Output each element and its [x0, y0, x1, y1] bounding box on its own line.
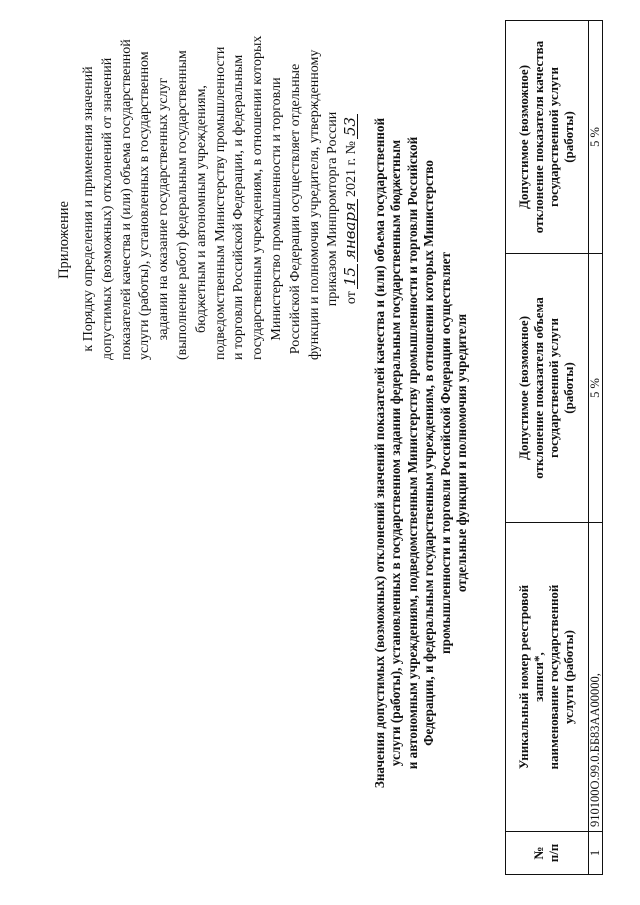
heading-line: промышленности и торговли Российской Федерации осуществляет [437, 252, 453, 654]
heading-line: отдельные функции и полномочия учредителя [454, 313, 470, 593]
cell-num: 1 [589, 832, 603, 875]
annex-line: Министерство промышленности и торговли [268, 77, 284, 341]
document-heading [372, 23, 470, 883]
heading-line: Значения допустимых (возможных) отклонений значений показателей качества и (или) объема государственной [372, 117, 387, 789]
handwritten-day: 15 [343, 264, 358, 289]
annex-line: к Порядку определения и применения значений [81, 66, 96, 352]
annex-line: показателей качества и (или) объема государственной [118, 39, 134, 360]
header-registry-id: Уникальный номер реестровой записи*, наименование государственной услуги (работы) [506, 523, 589, 832]
cell-volume-deviation: 5 % [589, 254, 603, 523]
handwritten-order-number: 53 [343, 114, 358, 139]
annex-line: допустимых (возможных) отклонений от значений [99, 57, 115, 360]
header-volume-deviation: Допустимое (возможное) отклонение показателя объема государственной услуги (работы) [506, 254, 589, 523]
table-header-row [506, 21, 589, 875]
order-prefix: от [344, 291, 360, 305]
annex-line: и торговли Российской Федерации, и федеральным [231, 54, 247, 360]
annex-line: подведомственным Министерству промышленности [212, 46, 228, 360]
annex-line: приказом Минпромторга России [325, 111, 341, 307]
header-quality-deviation: Допустимое (возможное) отклонение показателя качества государственной услуги (работы) [506, 21, 589, 254]
heading-line: Федерации, и федеральным государственным учреждениям, в отношении которых Министерство [421, 160, 437, 746]
order-date-line [343, 58, 362, 360]
annex-line: услуги (работы), установленных в государственном [137, 51, 153, 360]
heading-line: и автономным учреждениям, подведомственным Министерству промышленности и торговли Российской [404, 136, 420, 770]
annex-line: задании на оказание государственных услуг [156, 77, 172, 341]
table-row [589, 21, 603, 875]
annex-line: (выполнение работ) федеральным государственным [174, 50, 190, 360]
annex-title: Приложение [56, 201, 72, 279]
order-year: 2021 г. № [344, 141, 360, 198]
cell-quality-deviation: 5 % [589, 21, 603, 254]
cell-registry-id: 910100О.99.0.ББ83АА00000, [589, 523, 603, 832]
deviation-table [505, 20, 603, 875]
handwritten-month: января [343, 199, 358, 262]
annex-line: бюджетным и автономным учреждениям, [193, 85, 209, 333]
annex-text-block [80, 35, 362, 360]
header-num: № п/п [506, 832, 589, 875]
heading-line: услуги (работы), установленных в государственном задании федеральным государственным бюджетным [388, 139, 404, 767]
annex-line: Российской Федерации осуществляет отдельные [287, 63, 303, 355]
annex-line: государственным учреждениям, в отношении которых [250, 35, 266, 360]
annex-line: функции и полномочия учредителя, утвержденному [306, 49, 322, 360]
